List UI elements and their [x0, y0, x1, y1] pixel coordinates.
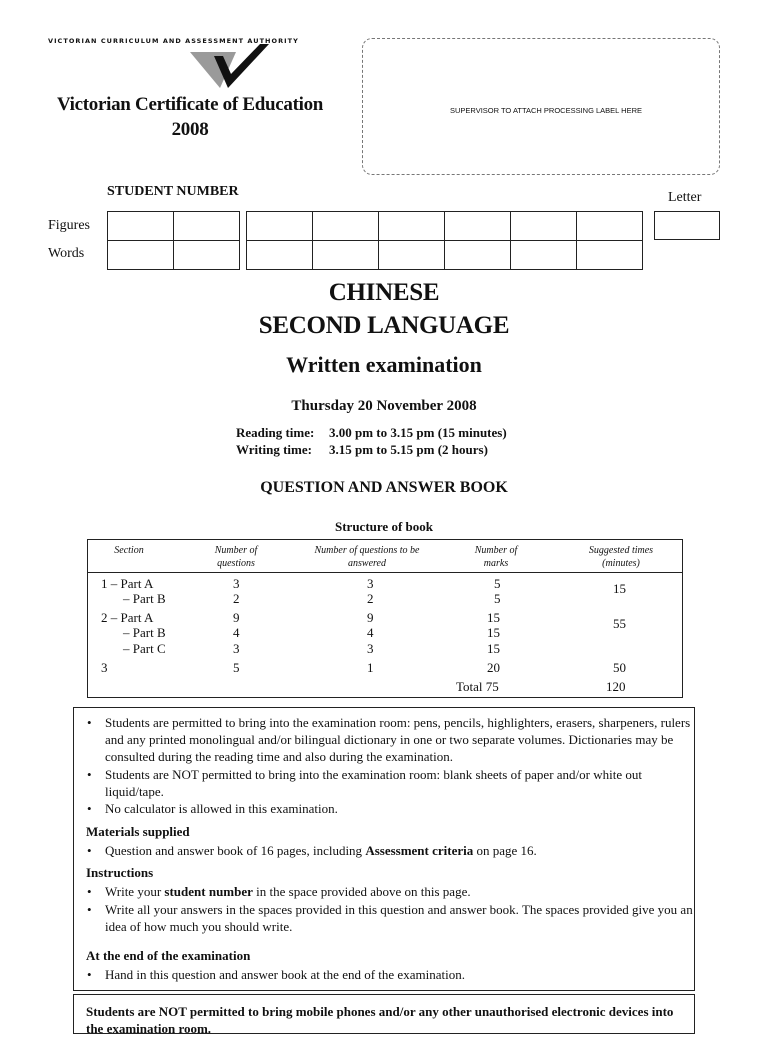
rule-permitted: Students are permitted to bring into the examination room: pens, pencils, highlighters, erasers, sharpeners, rulers and any printed monolingual and/or bilingual dictionary in one or two separate volumes. Dictionaries may be consulted during the reading time and also during the examination.: [105, 715, 691, 764]
grid-divider: [107, 240, 240, 241]
structure-title: Structure of book: [335, 519, 433, 534]
row-marks: 15: [487, 610, 500, 625]
total-time: 120: [606, 679, 626, 694]
materials-text: [105, 842, 695, 859]
authority-name: VICTORIAN CURRICULUM AND ASSESSMENT AUTHORITY: [48, 37, 299, 45]
header-marks: Number of marks: [474, 545, 518, 569]
bullet-icon: •: [87, 843, 92, 858]
letter-label: Letter: [668, 190, 702, 205]
header-section: Section: [114, 545, 144, 556]
row-questions: 5: [233, 660, 240, 675]
student-number-heading: STUDENT NUMBER: [107, 184, 239, 199]
exam-date: Thursday 20 November 2008: [291, 398, 477, 414]
end-text: Hand in this question and answer book at the end of the examination.: [105, 967, 465, 982]
row-questions: 4: [233, 625, 240, 640]
materials-text-post: on page 16.: [473, 843, 537, 858]
instruction-1-bold: student number: [164, 884, 253, 899]
list-item: [87, 901, 693, 935]
bullet-icon: •: [87, 967, 92, 982]
header-num-questions: Number of questions: [214, 545, 258, 569]
grid-divider: [246, 240, 643, 241]
bullet-icon: •: [87, 801, 92, 816]
row-questions: 9: [233, 610, 240, 625]
instruction-1-post: in the space provided above on this page.: [252, 884, 471, 899]
figures-label: Figures: [48, 218, 90, 233]
vcaa-logo-icon: [190, 42, 270, 90]
list-item: [87, 966, 687, 983]
row-answered: 4: [367, 625, 374, 640]
row-marks: 15: [487, 625, 500, 640]
bullet-icon: •: [87, 715, 92, 730]
subject-title-line2: SECOND LANGUAGE: [258, 312, 510, 339]
list-item: [87, 842, 687, 859]
exam-type: Written examination: [286, 352, 482, 377]
writing-time-label: Writing time:: [236, 442, 312, 457]
row-section: – Part C: [123, 641, 166, 656]
row-questions: 3: [233, 576, 240, 591]
exam-times: [236, 424, 507, 458]
writing-time: 3.15 pm to 5.15 pm (2 hours): [329, 442, 488, 457]
row-section: – Part B: [123, 625, 166, 640]
subject-title-line1: CHINESE: [328, 279, 440, 306]
row-section: 2 – Part A: [101, 610, 154, 625]
rule-calculator: No calculator is allowed in this examination.: [105, 801, 338, 816]
reading-time: 3.00 pm to 3.15 pm (15 minutes): [329, 425, 507, 440]
instructions-heading: Instructions: [86, 865, 154, 880]
table-header-rule: [87, 572, 683, 573]
certificate-name: Victorian Certificate of Education: [56, 94, 324, 115]
header-questions-to-answer: Number of questions to be answered: [314, 545, 420, 569]
book-title: QUESTION AND ANSWER BOOK: [260, 479, 508, 496]
row-answered: 3: [367, 641, 374, 656]
materials-heading: Materials supplied: [86, 824, 190, 839]
row-section: 1 – Part A: [101, 576, 154, 591]
time-section-2: 55: [613, 616, 626, 631]
row-marks: 20: [487, 660, 500, 675]
time-section-3: 50: [613, 660, 626, 675]
end-heading: At the end of the examination: [86, 948, 251, 963]
row-section: 3: [101, 660, 108, 675]
row-answered: 1: [367, 660, 374, 675]
total-marks: Total 75: [456, 679, 499, 694]
bullet-icon: •: [87, 902, 92, 917]
row-questions: 2: [233, 591, 240, 606]
row-answered: 9: [367, 610, 374, 625]
list-item: [87, 714, 691, 766]
letter-box[interactable]: [654, 211, 720, 240]
row-questions: 3: [233, 641, 240, 656]
row-marks: 5: [494, 576, 501, 591]
header-suggested-times: Suggested times (minutes): [588, 545, 654, 569]
materials-text-bold: Assessment criteria: [365, 843, 474, 858]
words-label: Words: [48, 246, 85, 261]
list-item: [87, 766, 687, 800]
certificate-title: [40, 92, 340, 142]
rule-not-permitted: Students are NOT permitted to bring into the examination room: blank sheets of paper and/or white out liquid/tape.: [105, 767, 642, 799]
instruction-1: [105, 883, 695, 900]
reading-time-label: Reading time:: [236, 425, 315, 440]
warning-text: Students are NOT permitted to bring mobile phones and/or any other unauthorised electronic devices into the examination room.: [86, 1004, 674, 1036]
list-item: [87, 883, 687, 900]
processing-label-text: SUPERVISOR TO ATTACH PROCESSING LABEL HERE: [450, 106, 642, 115]
time-section-1: 15: [613, 581, 626, 596]
bullet-icon: •: [87, 767, 92, 782]
list-item: [87, 800, 687, 817]
instruction-1-pre: Write your: [105, 884, 165, 899]
row-marks: 5: [494, 591, 501, 606]
bullet-icon: •: [87, 884, 92, 899]
row-answered: 3: [367, 576, 374, 591]
row-section: – Part B: [123, 591, 166, 606]
instruction-2: Write all your answers in the spaces provided in this question and answer book. The spaces provided give you an idea of how much you should write.: [105, 902, 693, 934]
row-answered: 2: [367, 591, 374, 606]
materials-text-pre: Question and answer book of 16 pages, including: [105, 843, 366, 858]
certificate-year: 2008: [171, 119, 209, 140]
row-marks: 15: [487, 641, 500, 656]
